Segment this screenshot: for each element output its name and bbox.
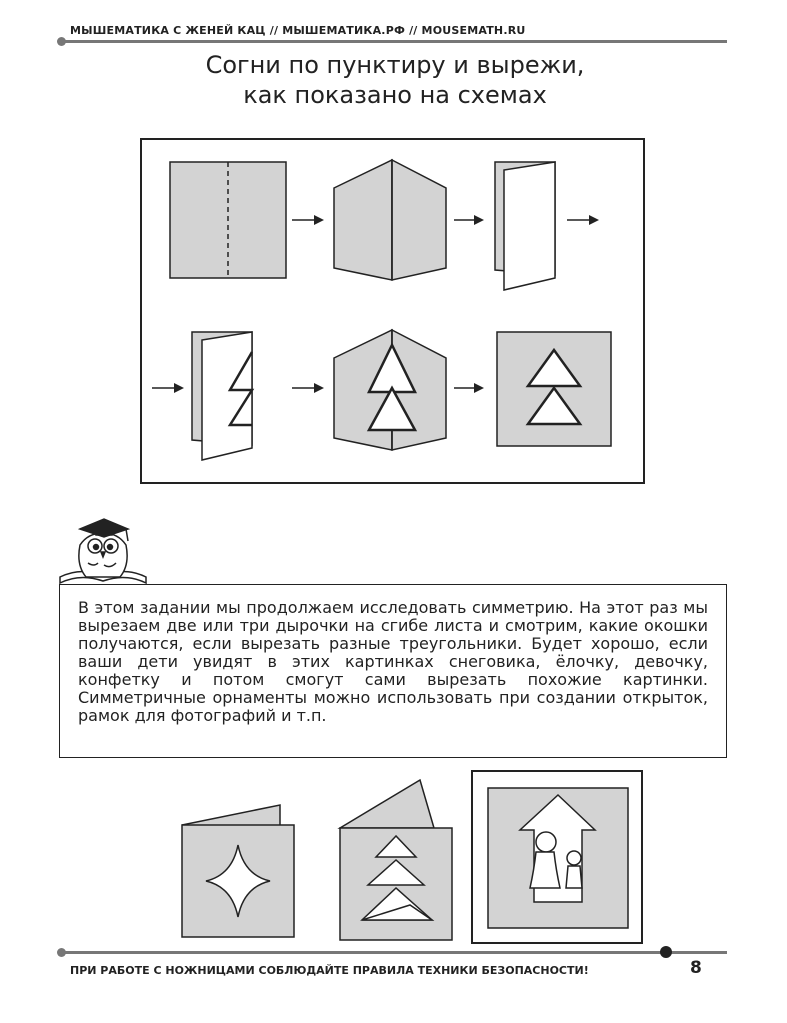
arrow-2	[454, 215, 484, 225]
page-number: 8	[690, 958, 702, 978]
fold-steps-svg	[142, 140, 647, 486]
example-cards	[170, 770, 660, 949]
title-line-1: Согни по пунктиру и вырежи,	[205, 51, 585, 79]
footer-rule-dot-left	[57, 948, 66, 957]
arrow-1	[292, 215, 324, 225]
owl-with-graduation-cap-icon	[58, 505, 148, 591]
note-box	[59, 584, 727, 758]
step-3-folded	[495, 162, 555, 290]
step-5-unfolded	[334, 330, 446, 450]
arrow-6	[454, 383, 484, 393]
step-2-half-fold	[334, 160, 446, 280]
star-card-icon	[182, 805, 294, 937]
footer-rule-dot-right	[660, 946, 672, 958]
step-1-square	[170, 162, 286, 278]
footer-rule	[62, 951, 727, 954]
header-rule	[62, 40, 727, 43]
step-6-result	[497, 332, 611, 446]
header-rule-dot	[57, 37, 66, 46]
page-title	[150, 50, 640, 110]
title-line-2: как показано на схемах	[243, 81, 547, 109]
arrow-5	[292, 383, 324, 393]
footer-text: ПРИ РАБОТЕ С НОЖНИЦАМИ СОБЛЮДАЙТЕ ПРАВИЛА ТЕХНИКИ БЕЗОПАСНОСТИ!	[70, 964, 589, 977]
arrow-4	[152, 383, 184, 393]
step-4-cut	[192, 332, 252, 460]
note-text: В этом задании мы продолжаем исследовать симметрию. На этот раз мы вырезаем две или три дырочки на сгибе листа и смотрим, какие окошки получаются, если вырезать разные треугольники. Будет хорошо, если ваши дети увидят в этих картинках снеговика, ёлочку, девочку, конфетку и потом смогут сами вырезать похожие картинки. Симметричные орнаменты можно использовать при создании открыток, рамок для фотографий и т.п.	[78, 598, 708, 725]
house-photo-frame-icon	[472, 771, 642, 943]
arrow-3	[567, 215, 599, 225]
tree-card-icon	[340, 780, 452, 940]
header-text: МЫШЕМАТИКА С ЖЕНЕЙ КАЦ // МЫШЕМАТИКА.РФ // MOUSEMATH.RU	[70, 24, 526, 37]
fold-cut-diagram	[140, 138, 645, 484]
